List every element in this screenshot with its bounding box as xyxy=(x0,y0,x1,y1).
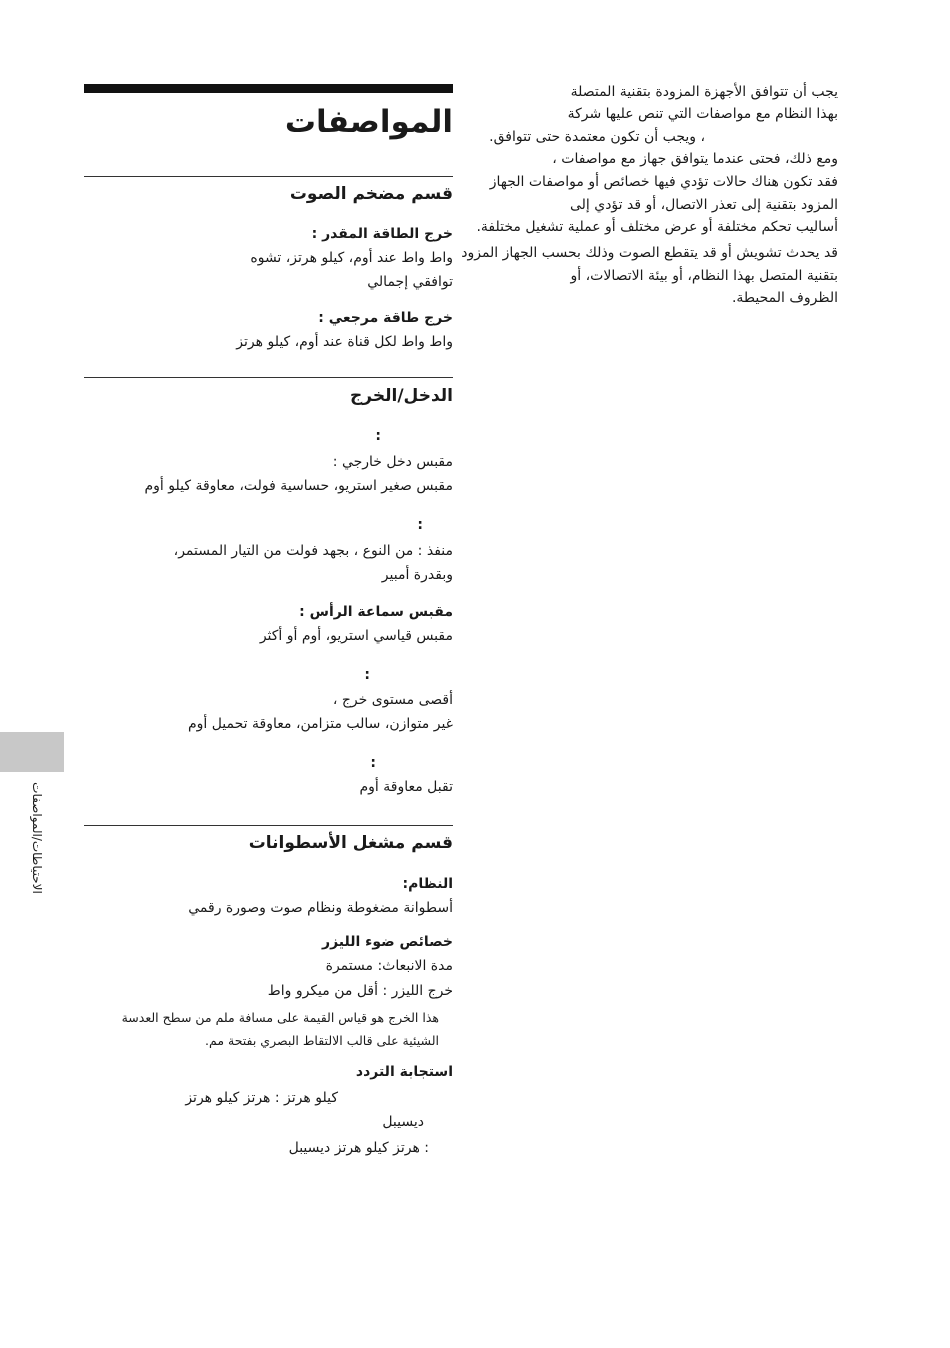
frequency-line: كيلو هرتز : هرتز كيلو هرتز xyxy=(185,1090,338,1106)
disc-section-heading: قسم مشغل الأسطوانات xyxy=(248,833,453,853)
laser-line: مدة الانبعاث: مستمرة xyxy=(325,958,453,974)
section-divider xyxy=(84,176,453,177)
headphone-label: مقبس سماعة الرأس : xyxy=(299,604,453,620)
io-line: أقصى مستوى خرج ، xyxy=(332,692,453,708)
reference-power-label: خرج طاقة مرجعي : xyxy=(318,310,453,326)
intro-line: الظروف المحيطة. xyxy=(731,290,838,306)
reference-power-value: واط واط لكل قناة عند أوم، كيلو هرتز xyxy=(236,334,453,350)
io-group-label: : xyxy=(417,517,423,533)
frequency-response-label: استجابة التردد xyxy=(355,1064,453,1080)
title-rule xyxy=(84,84,453,93)
intro-line: فقد تكون هناك حالات تؤدي فيها خصائص أو مواصفات الجهاز xyxy=(489,174,838,190)
intro-line: ، ويجب أن تكون معتمدة حتى تتوافق. xyxy=(489,129,705,145)
sidebar-section-label xyxy=(27,778,47,898)
section-divider xyxy=(84,377,453,378)
laser-label: خصائص ضوء الليزر xyxy=(322,934,453,950)
intro-line: المزود بتقنية إلى تعذر الاتصال، أو قد تؤدي إلى xyxy=(569,197,838,213)
frequency-line: ديسيبل xyxy=(382,1114,424,1130)
io-line: غير متوازن، سالب متزامن، معاوقة تحميل أوم xyxy=(187,716,453,732)
system-label: النظام: xyxy=(402,876,453,892)
intro-line: بتقنية المتصل بهذا النظام، أو بيئة الاتصالات، أو xyxy=(570,268,838,284)
intro-line: قد يحدث تشويش أو قد يتقطع الصوت وذلك بحسب الجهاز المزود xyxy=(461,245,838,261)
io-group-label: : xyxy=(364,667,370,683)
page-title: المواصفات xyxy=(284,104,453,140)
section-tab-marker xyxy=(0,732,64,772)
io-line: منفذ : من النوع ، بجهد فولت من التيار المستمر، xyxy=(173,543,453,559)
io-line: تقبل معاوقة أوم xyxy=(359,779,453,795)
laser-note: الشيئية على قالب الالتقاط البصري بفتحة مم. xyxy=(205,1033,439,1048)
rated-power-value: واط واط عند أوم، كيلو هرتز، تشوه xyxy=(250,250,453,266)
rated-power-value: توافقي إجمالي xyxy=(367,274,453,290)
system-value: أسطوانة مضغوطة ونظام صوت وصورة رقمي xyxy=(188,900,453,916)
io-line: مقبس قياسي استريو، أوم أو أكثر xyxy=(259,628,453,644)
laser-line: خرج الليزر : أقل من ميكرو واط xyxy=(267,983,453,999)
frequency-line: : هرتز كيلو هرتز ديسيبل xyxy=(288,1140,429,1156)
intro-line: أساليب تحكم مختلفة أو عرض مختلف أو عملية تشغيل مختلفة. xyxy=(476,219,838,235)
rated-power-label: خرج الطاقة المقدر : xyxy=(311,226,453,242)
section-divider xyxy=(84,825,453,826)
intro-line: بهذا النظام مع مواصفات التي تنص عليها شركة xyxy=(567,106,838,122)
laser-note: هذا الخرج هو قياس القيمة على مسافة ملم من سطح العدسة xyxy=(121,1010,439,1025)
io-line: مقبس دخل خارجي : xyxy=(332,454,453,470)
io-section-heading: الدخل/الخرج xyxy=(350,386,453,406)
intro-line: يجب أن تتوافق الأجهزة المزودة بتقنية المتصلة xyxy=(570,84,838,100)
io-group-label: : xyxy=(370,755,376,771)
sidebar-section-text: الاحتياطات/المواصفات xyxy=(30,782,44,894)
io-group-label: : xyxy=(375,428,381,444)
io-line: وبقدرة أمبير xyxy=(381,567,453,583)
io-line: مقبس صغير استريو، حساسية فولت، معاوقة كيلو أوم xyxy=(144,478,453,494)
intro-line: ومع ذلك، فحتى عندما يتوافق جهاز مع مواصفات ، xyxy=(552,151,838,167)
amp-section-heading: قسم مضخم الصوت xyxy=(289,184,453,204)
